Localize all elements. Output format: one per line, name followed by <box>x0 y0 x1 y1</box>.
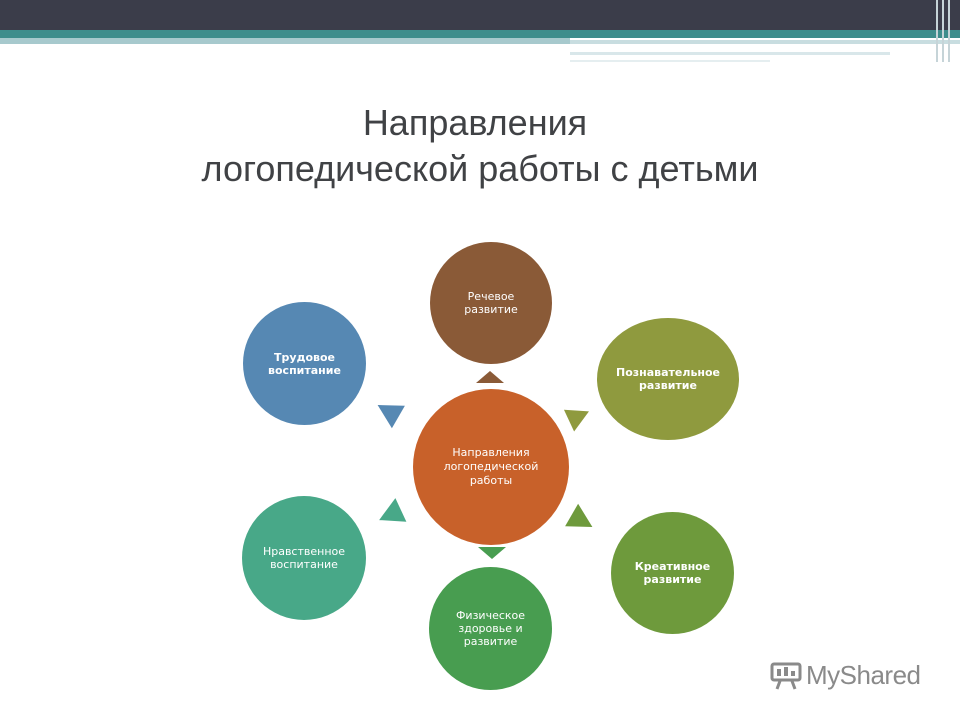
header-vertical-line <box>936 0 938 62</box>
presentation-board-icon <box>770 662 802 690</box>
arrow-to-physical <box>478 547 506 559</box>
node-creative <box>611 512 734 634</box>
slide-title-line2: логопедической работы с детьми <box>201 148 759 189</box>
header-bar <box>0 0 960 30</box>
header-stripe-light <box>0 38 570 44</box>
node-moral <box>242 496 366 620</box>
node-physical-label: Физическое здоровье и развитие <box>455 609 526 648</box>
node-speech <box>430 242 552 364</box>
node-cognitive <box>597 318 739 440</box>
node-creative-label: Креативное развитие <box>634 560 711 586</box>
node-cognitive-label: Познавательное развитие <box>615 366 721 392</box>
header-stripe-light <box>570 52 890 55</box>
arrow-to-cognitive <box>564 400 594 431</box>
watermark-text: MyShared <box>806 660 921 690</box>
header-stripe-light <box>570 40 960 44</box>
slide-title-line1: Направления <box>362 102 588 143</box>
arrow-to-labor <box>371 394 405 429</box>
center-node-label: Направления логопедической работы <box>443 446 539 487</box>
node-physical <box>429 567 552 690</box>
center-node <box>413 389 569 545</box>
arrow-to-moral <box>374 498 407 532</box>
watermark-logo <box>770 660 921 691</box>
node-moral-label: Нравственное воспитание <box>262 545 346 571</box>
slide-title <box>0 100 960 192</box>
node-labor <box>243 302 366 425</box>
node-speech-label: Речевое развитие <box>464 290 518 316</box>
header-stripe <box>0 30 960 38</box>
header-stripe-light <box>570 60 770 62</box>
header-vertical-line <box>942 0 944 62</box>
header-vertical-line <box>948 0 950 62</box>
arrow-to-speech <box>476 371 504 383</box>
node-labor-label: Трудовое воспитание <box>268 350 341 377</box>
arrow-to-creative <box>565 504 599 539</box>
